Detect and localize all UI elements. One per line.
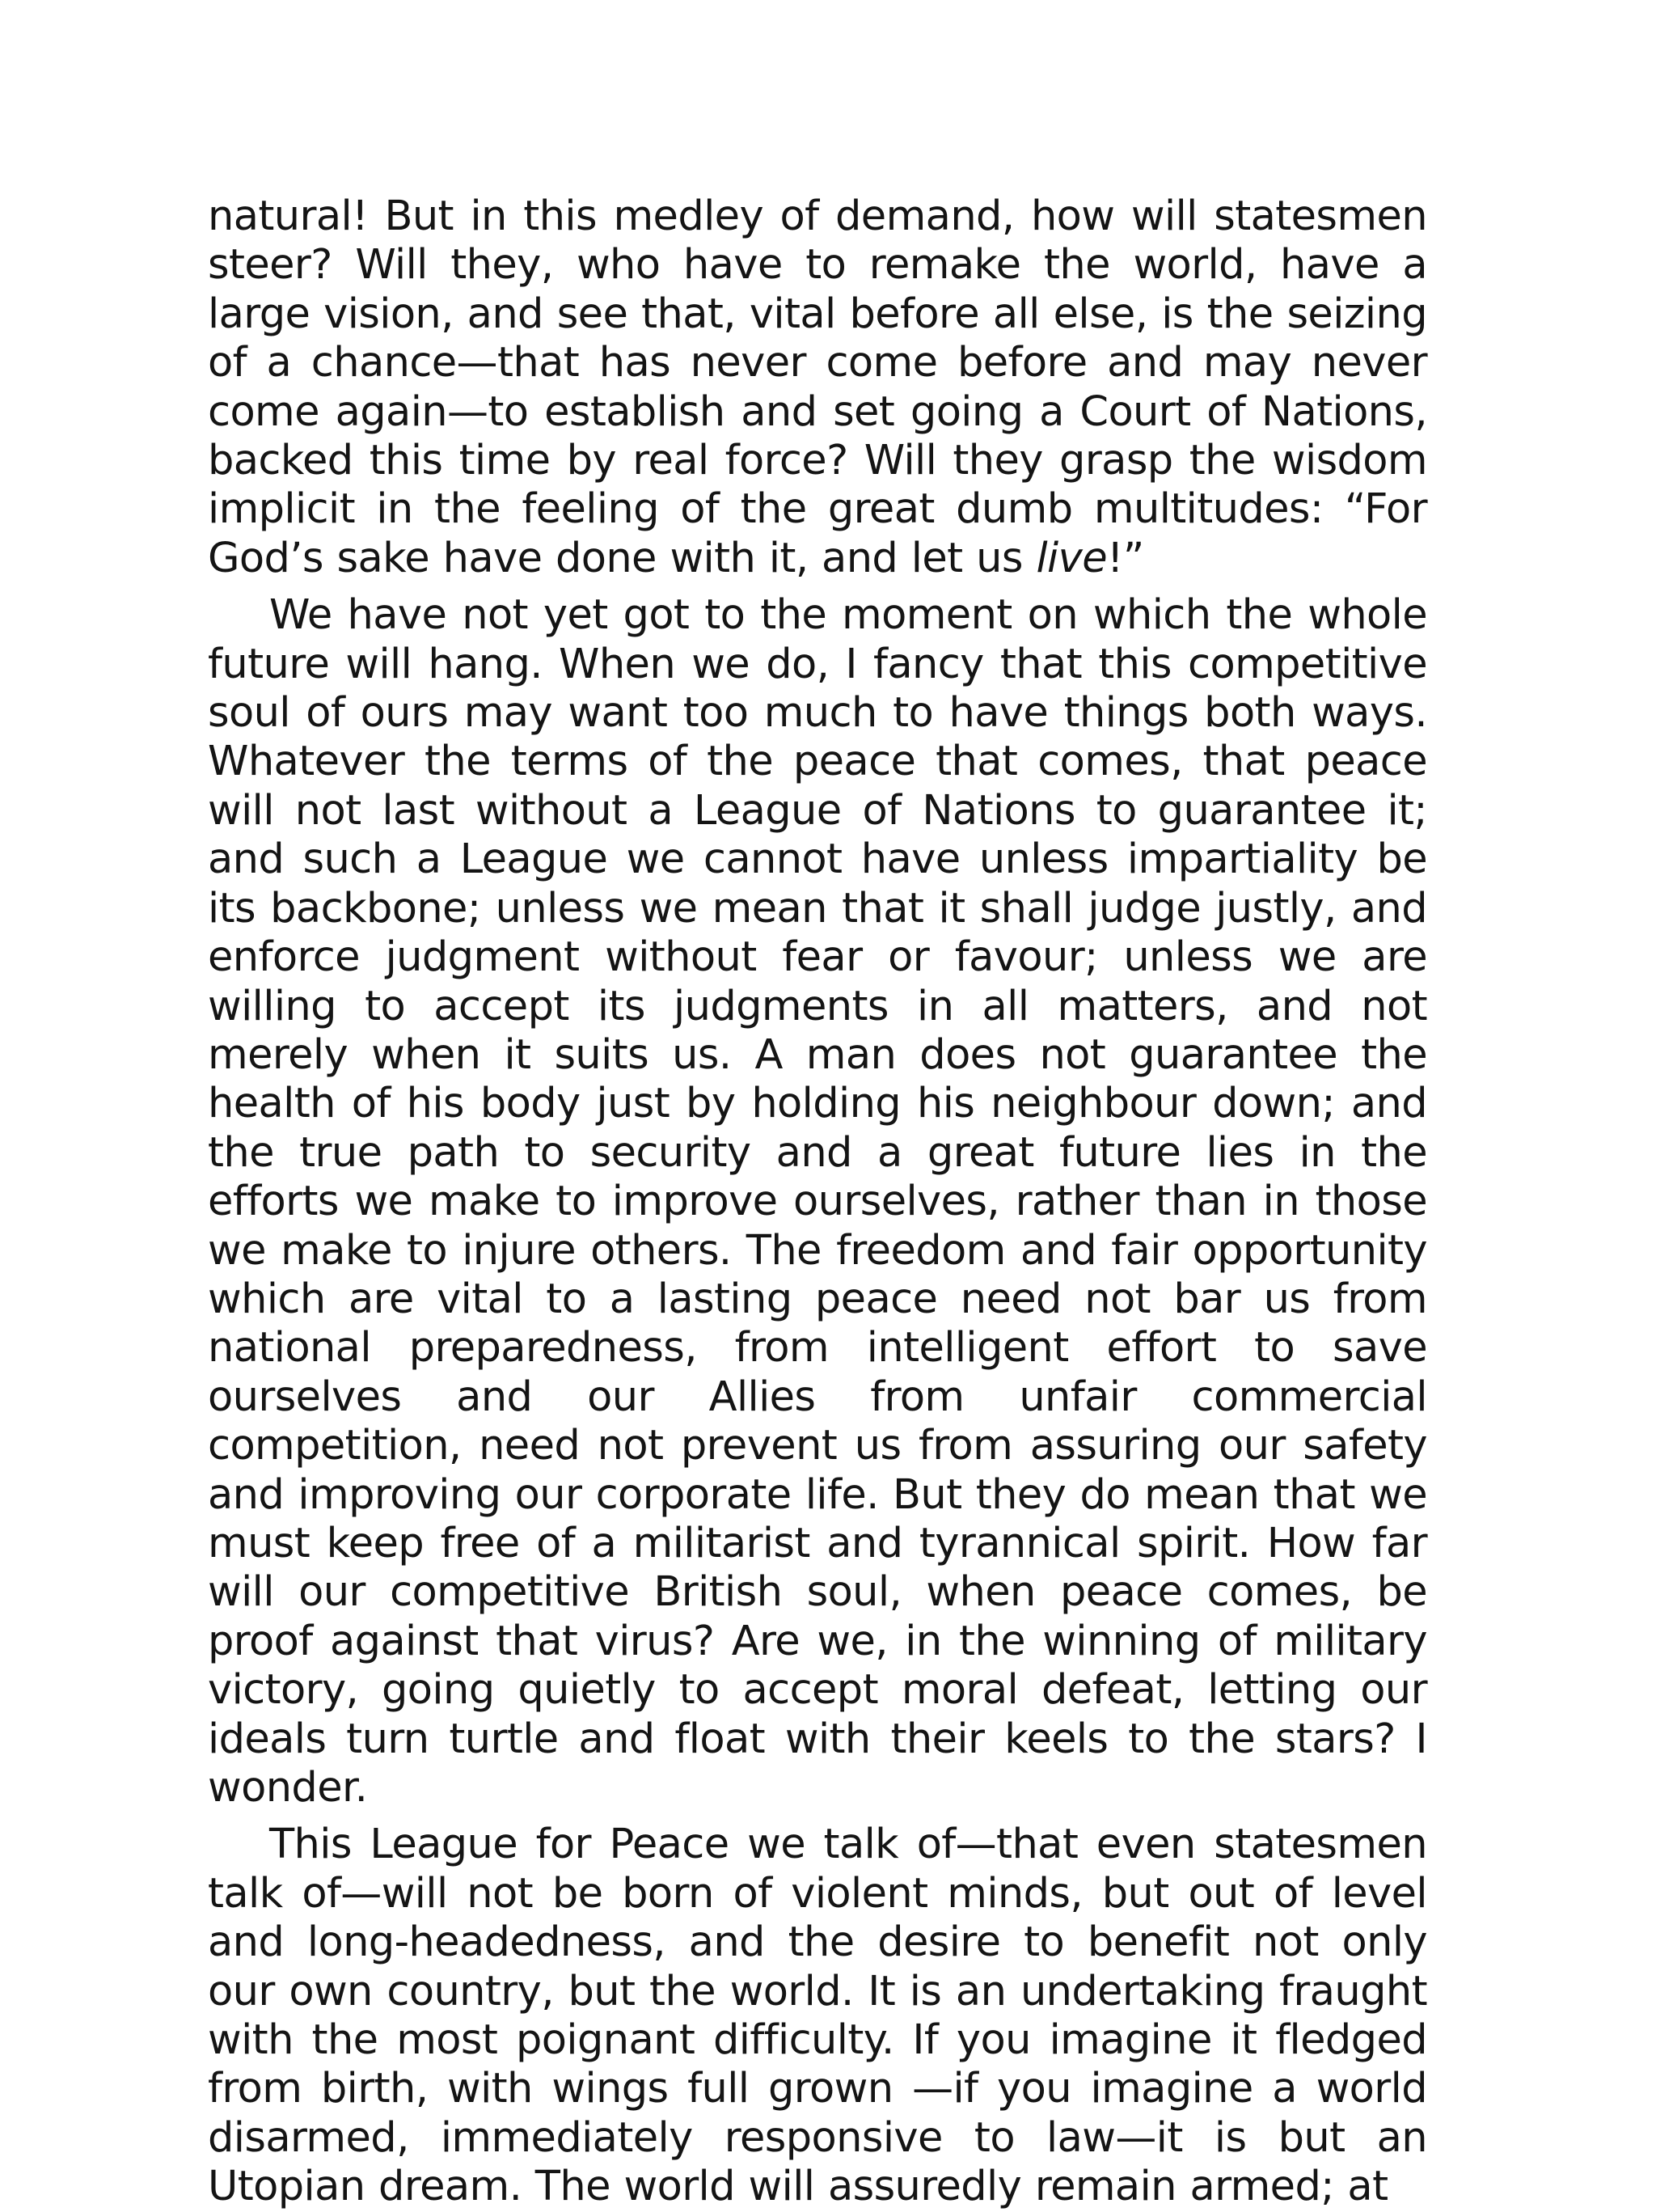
paragraph-1-tail: !” [1106, 534, 1144, 582]
paragraph-2 [208, 591, 1427, 1812]
paragraph-2-text: We have not yet got to the moment on which the whole future will hang. When we do, I fancy that this competitive soul of ours may want too much to have things both ways. Whatever the terms of the peace that comes, that peace will not last without a League of Nations to guarantee it; and such a League we cannot have unless impartiality be its backbone; unless we mean that it shall judge justly, and enforce judgment without fear or favour; unless we are willing to accept its judgments in all matters, and not merely when it suits us. A man does not guarantee the health of his body just by holding his neighbour down; and the true path to security and a great future lies in the efforts we make to improve ourselves, rather than in those we make to injure others. The freedom and fair opportunity which are vital to a lasting peace need not bar us from national preparedness, from intelligent effort to save ourselves and our Allies from unfair commercial competition, need not prevent us from assuring our safety and improving our corporate life. But they do mean that we must keep free of a militarist and tyrannical spirit. How far will our competitive British soul, when peace comes, be proof against that virus? Are we, in the winning of military victory, going quietly to accept moral defeat, letting our ideals turn turtle and float with their keels to the stars? I wonder. [208, 591, 1427, 1812]
paragraph-1-text: natural! But in this medley of demand, how will statesmen steer? Will they, who have to remake the world, have a large vision, and see that, vital before all else, is the seizing of a chance—that has never come before and may never come again—to establish and set going a Court of Nations, backed this time by real force? Will they grasp the wisdom implicit in the feeling of the great dumb multitudes: “For God’s sake have done with it, and let us [208, 192, 1427, 582]
paragraph-1 [208, 192, 1427, 583]
page-body [208, 192, 1427, 2212]
paragraph-3-text: This League for Peace we talk of—that even statesmen talk of—will not be born of violent minds, but out of level and long-headedness, and the desire to benefit not only our own country, but the world. It is an undertaking fraught with the most poignant difficulty. If you imagine it fledged from birth, with wings full grown —if you imagine a world disarmed, immediately responsive to law—it is but an Utopian dream. The world will assuredly remain armed; at [208, 1821, 1427, 2211]
paragraph-3 [208, 1821, 1427, 2211]
emphasis-live: live [1036, 534, 1107, 582]
